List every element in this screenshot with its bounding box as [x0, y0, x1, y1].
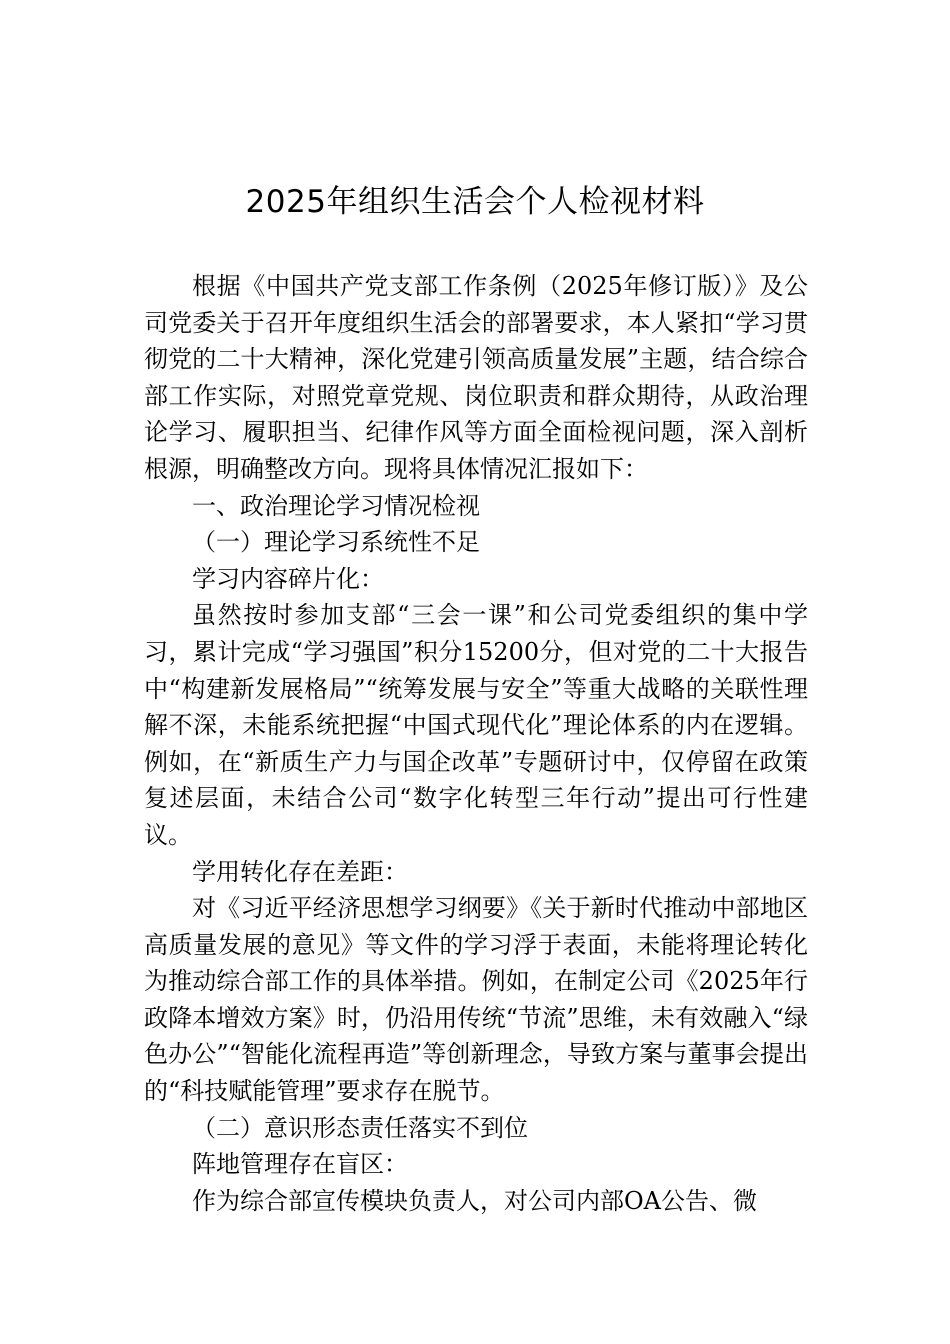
body-paragraph: 对《习近平经济思想学习纲要》《关于新时代推动中部地区高质量发展的意见》等文件的学习浮于表面，未能将理论转化为推动综合部工作的具体举措。例如，在制定公司《2025年行政降本增效方案》时，仍沿用传统“节流”思维，未有效融入“绿色办公”“智能化流程再造”等创新理念，导致方案与董事会提出的“科技赋能管理”要求存在脱节。: [144, 894, 808, 1106]
intro-paragraph: 根据《中国共产党支部工作条例（2025年修订版）》及公司党委关于召开年度组织生活会的部署要求，本人紧扣“学习贯彻党的二十大精神，深化党建引领高质量发展”主题，结合综合部工作实际，对照党章党规、岗位职责和群众期待，从政治理论学习、履职担当、纪律作风等方面全面检视问题，深入剖析根源，明确整改方向。现将具体情况汇报如下：: [144, 272, 808, 483]
document-body: [144, 268, 808, 1219]
point-heading: 阵地管理存在盲区：: [192, 1150, 408, 1179]
point-heading: 学习内容碎片化：: [192, 564, 384, 593]
subsection-heading: （一）理论学习系统性不足: [192, 528, 480, 557]
point-heading: 学用转化存在差距：: [192, 857, 408, 886]
section-heading: 一、政治理论学习情况检视: [192, 491, 480, 520]
body-paragraph: 虽然按时参加支部“三会一课”和公司党委组织的集中学习，累计完成“学习强国”积分15200分，但对党的二十大报告中“构建新发展格局”“统筹发展与安全”等重大战略的关联性理解不深，未能系统把握“中国式现代化”理论体系的内在逻辑。例如，在“新质生产力与国企改革”专题研讨中，仅停留在政策复述层面，未结合公司“数字化转型三年行动”提出可行性建议。: [144, 601, 808, 849]
body-paragraph: 作为综合部宣传模块负责人，对公司内部OA公告、微: [192, 1186, 758, 1215]
document-title: 2025年组织生活会个人检视材料: [245, 184, 705, 220]
subsection-heading: （二）意识形态责任落实不到位: [192, 1113, 528, 1142]
